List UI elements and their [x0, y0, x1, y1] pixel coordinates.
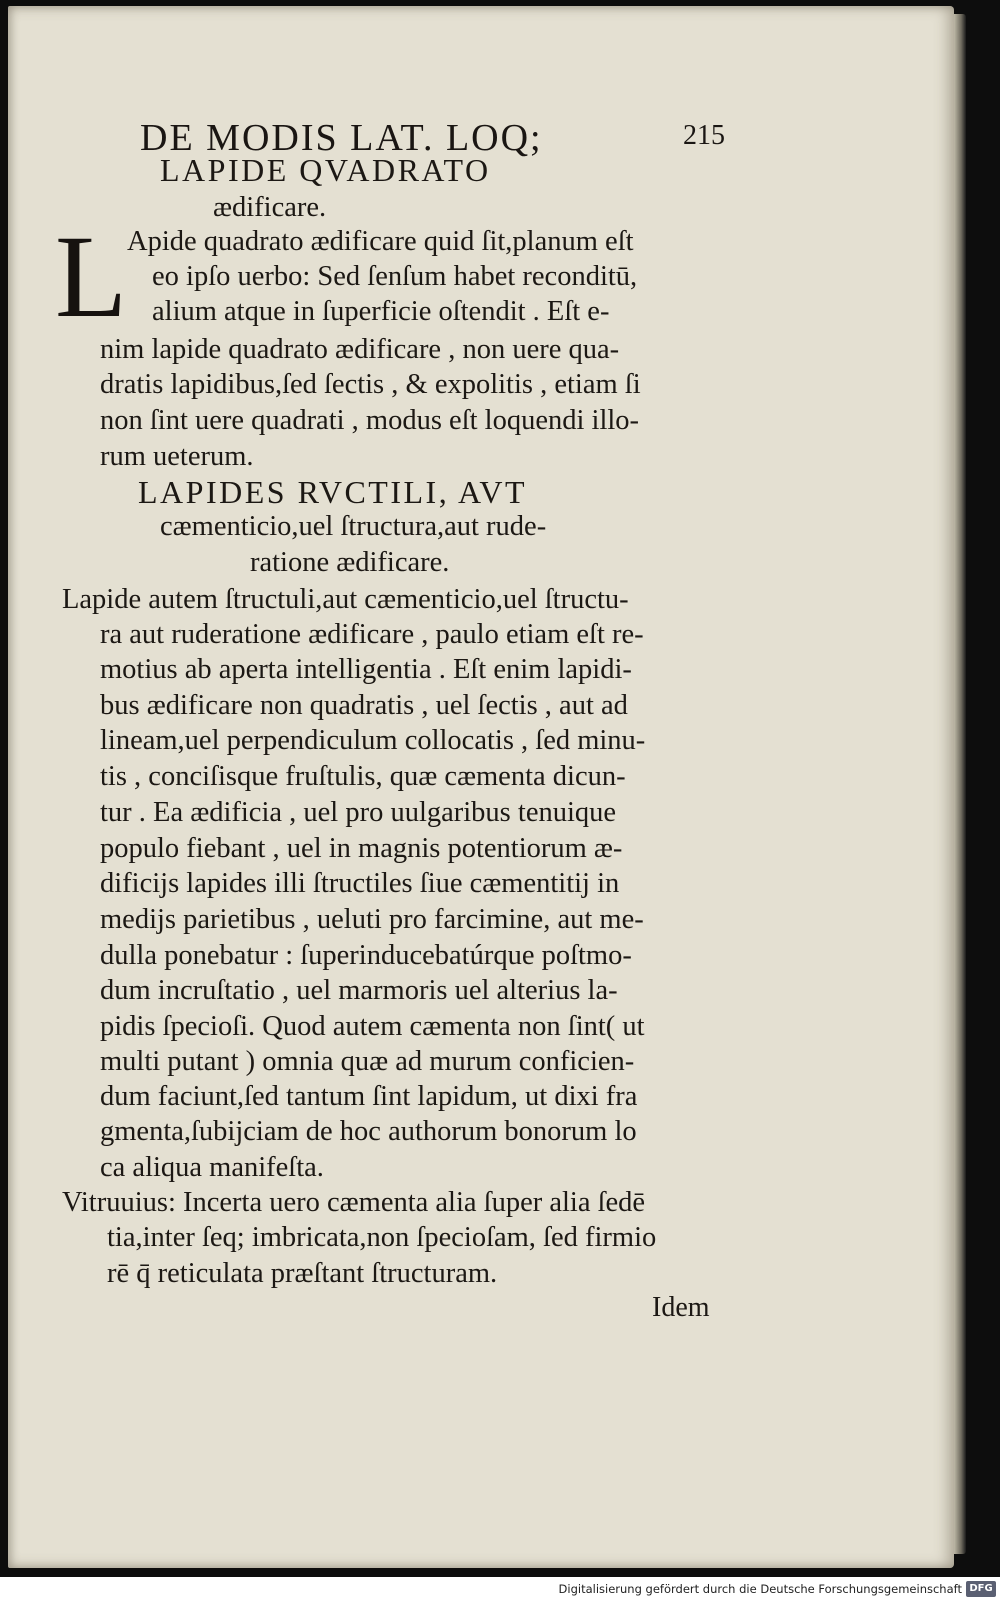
text-line: dratis lapidibus,ſed ſectis , & expolitis , etiam ſi: [100, 369, 641, 400]
text-line: multi putant ) omnia quæ ad murum conficien-: [100, 1046, 635, 1077]
text-line: rum ueterum.: [100, 441, 254, 472]
text-line: tis , conciſisque fruſtulis, quæ cæmenta dicun-: [100, 761, 626, 792]
text-line: bus ædificare non quadratis , uel ſectis , aut ad: [100, 690, 628, 721]
text-line: dificijs lapides illi ſtructiles ſiue cæmentitij in: [100, 868, 620, 899]
section-heading-continued: cæmenticio,uel ſtructura,aut rude-: [160, 511, 547, 542]
text-line: Lapide autem ſtructuli,aut cæmenticio,uel ſtructu-: [62, 584, 629, 615]
footer-bar: [0, 1577, 1000, 1603]
text-line: tia,inter ſeq; imbricata,non ſpecioſam, ſed firmio: [107, 1222, 657, 1253]
text-line: rē q̄ reticulata præſtant ſtructuram.: [107, 1258, 498, 1289]
text-line: Apide quadrato ædificare quid ſit,planum eſt: [127, 226, 634, 257]
text-line: dum faciunt,ſed tantum ſint lapidum, ut dixi fra: [100, 1081, 638, 1112]
text-line: non ſint uere quadrati , modus eſt loquendi illo-: [100, 405, 640, 436]
drop-initial: L: [55, 211, 128, 342]
running-head: DE MODIS LAT. LOQ;: [140, 117, 543, 159]
text-line: Vitruuius: Incerta uero cæmenta alia ſuper alia ſedē: [62, 1187, 646, 1218]
text-line: medijs parietibus , ueluti pro farcimine, aut me-: [100, 904, 644, 935]
page-edge: [954, 14, 966, 1554]
text-line: motius ab aperta intelligentia . Eſt enim lapidi-: [100, 654, 632, 685]
text-line: tur . Ea ædificia , uel pro uulgaribus tenuique: [100, 797, 617, 828]
text-line: gmenta,ſubijciam de hoc authorum bonorum lo: [100, 1116, 637, 1147]
section-heading-continued: ratione ædificare.: [250, 547, 450, 578]
section-heading: LAPIDES RVCTILI, AVT: [138, 474, 528, 510]
text-line: lineam,uel perpendiculum collocatis , ſed minu-: [100, 725, 646, 756]
text-line: nim lapide quadrato ædificare , non uere qua-: [100, 334, 620, 365]
text-line: eo ipſo uerbo: Sed ſenſum habet reconditū,: [152, 261, 638, 292]
section-heading-continued: ædificare.: [213, 192, 327, 223]
text-line: populo fiebant , uel in magnis potentiorum æ-: [100, 833, 623, 864]
page-number: 215: [683, 120, 725, 151]
text-line: alium atque in ſuperficie oſtendit . Eſt e-: [152, 296, 610, 327]
text-line: pidis ſpecioſi. Quod autem cæmenta non ſint( ut: [100, 1011, 645, 1042]
dfg-logo-icon: DFG: [966, 1581, 996, 1597]
section-heading: LAPIDE QVADRATO: [160, 152, 491, 188]
text-line: ca aliqua manifeſta.: [100, 1152, 324, 1183]
footer-credit: Digitalisierung gefördert durch die Deutsche Forschungsgemeinschaft: [558, 1582, 962, 1596]
text-line: ra aut ruderatione ædificare , paulo etiam eſt re-: [100, 619, 644, 650]
text-line: dum incruſtatio , uel marmoris uel alterius la-: [100, 975, 618, 1006]
catchword: Idem: [652, 1292, 710, 1323]
text-line: dulla ponebatur : ſuperinducebatúrque poſtmo-: [100, 940, 632, 971]
